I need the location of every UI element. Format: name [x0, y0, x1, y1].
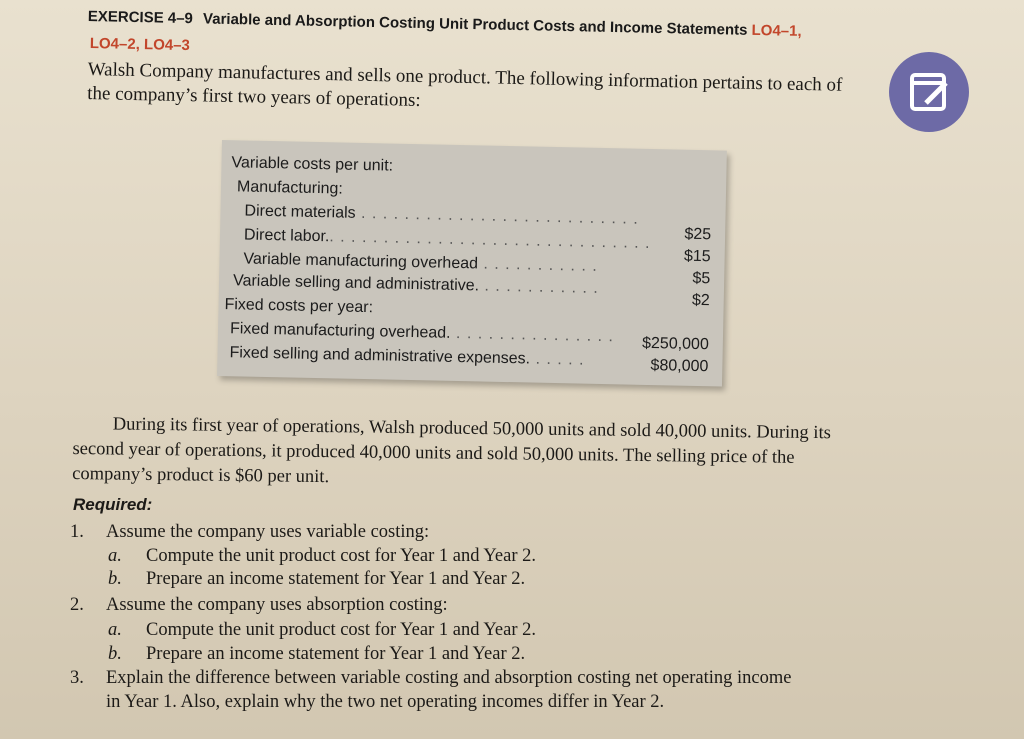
requirement-letter: b. — [108, 569, 122, 589]
fixed-cost-label: Fixed selling and administrative expenses. — [229, 344, 531, 368]
cost-label: Direct labor. — [243, 226, 330, 246]
exercise-header — [88, 8, 868, 41]
requirement-text: Compute the unit product cost for Year 1 and Year 2. — [146, 620, 536, 640]
scenario-paragraph: During its first year of operations, Walsh produced 50,000 units and sold 40,000 units. During its second year of operations, it produced 40,000 units and sold 50,000 units. The selling price of the company’s product is $60 per unit. — [72, 414, 831, 488]
requirement-number: 3. — [70, 668, 84, 688]
fixed-costs-heading: Fixed costs per year: — [224, 296, 374, 317]
cost-label: Variable selling and administrative. — [232, 272, 480, 295]
requirement-number: 1. — [70, 522, 84, 542]
requirement-number: 2. — [70, 595, 84, 615]
notepad-pencil-icon — [889, 52, 969, 132]
required-heading: Required: — [73, 495, 153, 514]
requirement-text: Assume the company uses absorption costing: — [106, 595, 448, 615]
fixed-cost-label: Fixed manufacturing overhead. — [229, 320, 451, 342]
cost-row: Direct labor.. . . . . . . . . . . . . . . . . . . . . . . . . . . . . . — [243, 226, 651, 252]
cost-label: Variable manufacturing overhead — [243, 250, 479, 273]
cost-row: Variable manufacturing overhead . . . . . . . . . . . — [243, 250, 598, 275]
requirement-text: Prepare an income statement for Year 1 and Year 2. — [146, 569, 526, 589]
requirement-letter: a. — [108, 546, 122, 566]
variable-costs-heading: Variable costs per unit: — [231, 154, 394, 175]
cost-value: $5 — [692, 269, 711, 288]
cost-data-box — [217, 140, 727, 387]
fixed-cost-row: Fixed selling and administrative expenses. . . . . . — [229, 344, 585, 369]
exercise-number: EXERCISE 4–9 — [87, 8, 194, 28]
requirement-text: Explain the difference between variable costing and absorption costing net operating income — [106, 668, 792, 688]
requirement-text: Assume the company uses variable costing: — [106, 522, 430, 542]
intro-paragraph: Walsh Company manufactures and sells one product. The following information pertains to each of the company’s first two years of operations: — [87, 58, 843, 111]
requirement-text: Prepare an income statement for Year 1 and Year 2. — [146, 644, 526, 664]
requirement-letter: a. — [108, 620, 122, 640]
cost-value: $15 — [683, 247, 711, 266]
exercise-title: Variable and Absorption Costing Unit Product Costs and Income Statements — [202, 10, 748, 39]
cost-row: Variable selling and administrative. . . . . . . . . . . . — [232, 272, 600, 297]
cost-value: $25 — [684, 225, 712, 244]
fixed-cost-value: $80,000 — [650, 357, 709, 376]
requirement-letter: b. — [108, 644, 122, 664]
requirement-text: Compute the unit product cost for Year 1 and Year 2. — [146, 546, 536, 566]
manufacturing-heading: Manufacturing: — [236, 178, 344, 198]
fixed-cost-value: $250,000 — [641, 334, 709, 354]
cost-label: Direct materials — [244, 202, 356, 222]
requirement-text: in Year 1. Also, explain why the two net operating incomes differ in Year 2. — [106, 692, 665, 712]
learning-objectives: LO4–2, LO4–3 — [89, 35, 191, 55]
cost-row: Direct materials . . . . . . . . . . . . . . . . . . . . . . . . . . — [244, 202, 639, 228]
fixed-cost-row: Fixed manufacturing overhead. . . . . . . . . . . . . . . . — [229, 320, 615, 346]
learning-objective-first: LO4–1, — [751, 21, 802, 40]
cost-value: $2 — [691, 291, 710, 310]
